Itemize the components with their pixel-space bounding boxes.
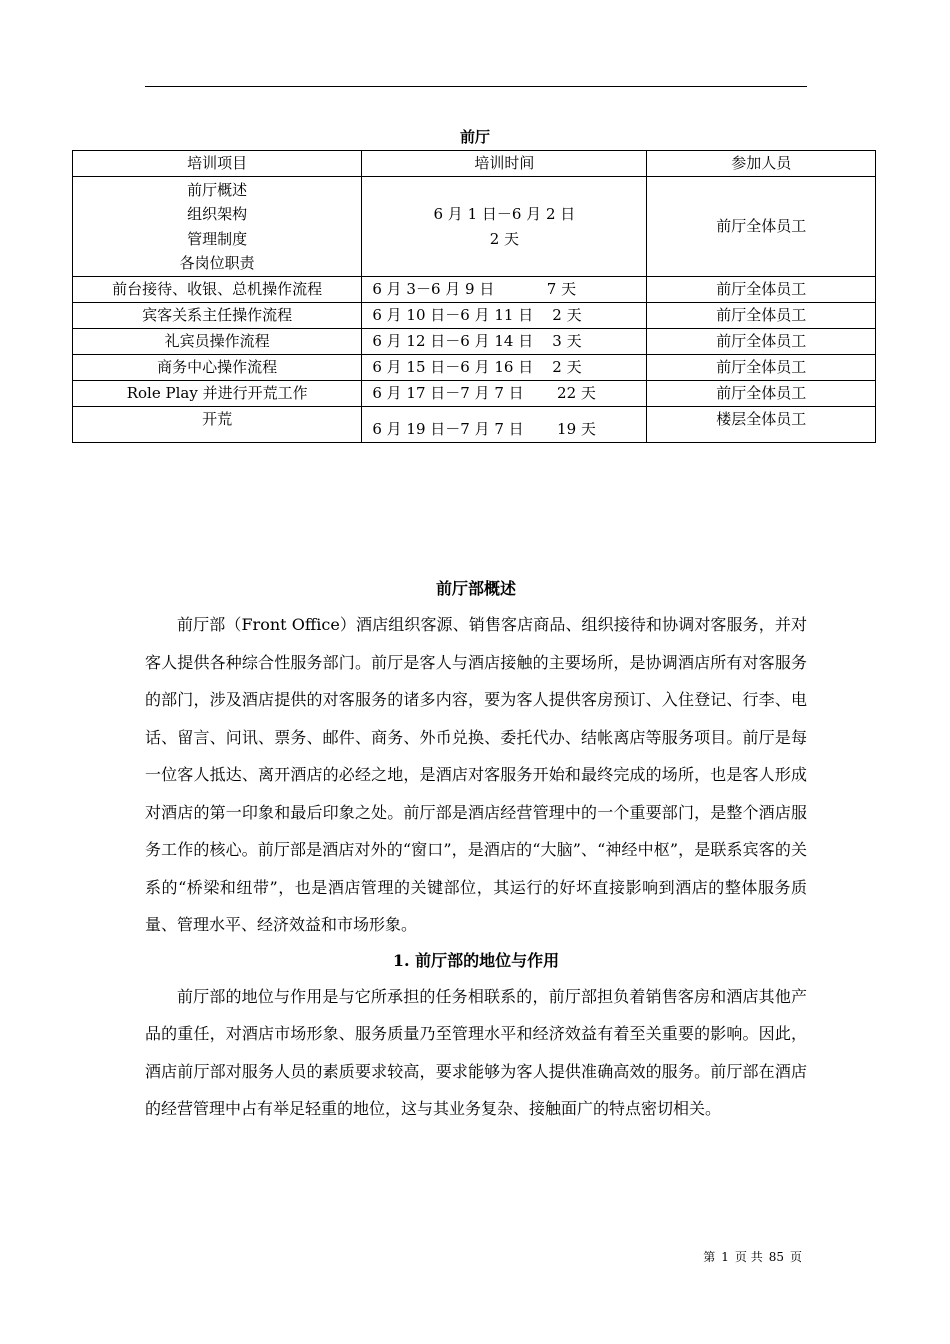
training-time-cell: 6 月 15 日－6 月 16 日 2 天 [362, 355, 647, 381]
training-time-cell: 6 月 3－6 月 9 日 7 天 [362, 277, 647, 303]
table-title: 前厅 [459, 128, 490, 146]
training-item-cell: 前台接待、收银、总机操作流程 [73, 277, 362, 303]
body-paragraph: 前厅部（Front Office）酒店组织客源、销售客店商品、组织接待和协调对客服务，并对客人提供各种综合性服务部门。前厅是客人与酒店接触的主要场所，是协调酒店所有对客服务的部门，涉及酒店提供的对客服务的诸多内容，要为客人提供客房预订、入住登记、行李、电话、留言、问讯、票务、邮件、商务、外币兑换、委托代办、结帐离店等服务项目。前厅是每一位客人抵达、离开酒店的必经之地，是酒店对客服务开始和最终完成的场所，也是客人形成对酒店的第一印象和最后印象之处。前厅部是酒店经营管理中的一个重要部门，是整个酒店服务工作的核心。前厅部是酒店对外的“窗口”，是酒店的“大脑”、“神经中枢”，是联系宾客的关系的“桥梁和纽带”，也是酒店管理的关键部位，其运行的好坏直接影响到酒店的整体服务质量、管理水平、经济效益和市场形象。 [145, 615, 807, 934]
participants-cell: 楼层全体员工 [647, 407, 876, 443]
section-heading: 前厅部概述 [435, 579, 516, 598]
total-pages: 85 [768, 1250, 784, 1264]
training-item-cell: 宾客关系主任操作流程 [73, 303, 362, 329]
training-item-cell: 商务中心操作流程 [73, 355, 362, 381]
page-number: 1 [721, 1250, 729, 1264]
table-row [73, 355, 876, 381]
training-duration: 2 天 [489, 229, 520, 248]
training-item-cell [73, 177, 362, 277]
table-row [73, 277, 876, 303]
training-time-cell: 6 月 12 日－6 月 14 日 3 天 [362, 329, 647, 355]
table-row [73, 303, 876, 329]
training-time-cell: 6 月 19 日－7 月 7 日 19 天 [362, 407, 647, 443]
participants-cell: 前厅全体员工 [647, 177, 876, 277]
training-time-cell [362, 177, 647, 277]
training-item-line: 前厅概述 [187, 180, 248, 199]
training-item-line: 各岗位职责 [179, 254, 255, 272]
participants-cell: 前厅全体员工 [647, 381, 876, 407]
table-row [73, 407, 876, 443]
participants-cell: 前厅全体员工 [647, 277, 876, 303]
header-training-item: 培训项目 [73, 151, 362, 177]
table-row [73, 329, 876, 355]
footer-prefix: 第 [703, 1250, 716, 1264]
training-time-cell: 6 月 10 日－6 月 11 日 2 天 [362, 303, 647, 329]
training-item-cell: Role Play 并进行开荒工作 [73, 381, 362, 407]
participants-cell: 前厅全体员工 [647, 329, 876, 355]
training-time-cell: 6 月 17 日－7 月 7 日 22 天 [362, 381, 647, 407]
header-participants: 参加人员 [647, 151, 876, 177]
training-schedule-table [72, 150, 876, 443]
table-row [73, 381, 876, 407]
training-item-line: 管理制度 [187, 229, 248, 248]
participants-cell: 前厅全体员工 [647, 303, 876, 329]
footer-mid: 页 共 [734, 1250, 763, 1264]
training-item-cell: 开荒 [73, 407, 362, 443]
table-row [73, 177, 876, 277]
training-time-line: 6 月 1 日－6 月 2 日 [433, 205, 576, 223]
participants-cell: 前厅全体员工 [647, 355, 876, 381]
training-item-cell: 礼宾员操作流程 [73, 329, 362, 355]
footer-suffix: 页 [789, 1250, 802, 1264]
header-training-time: 培训时间 [362, 151, 647, 177]
header-rule [145, 86, 807, 87]
subsection-heading: 1. 前厅部的地位与作用 [392, 950, 560, 970]
training-item-line: 组织架构 [187, 205, 248, 223]
body-paragraph: 前厅部的地位与作用是与它所承担的任务相联系的，前厅部担负着销售客房和酒店其他产品的重任，对酒店市场形象、服务质量乃至管理水平和经济效益有着至关重要的影响。因此，酒店前厅部对服务人员的素质要求较高，要求能够为客人提供准确高效的服务。前厅部在酒店的经营管理中占有举足轻重的地位，这与其业务复杂、接触面广的特点密切相关。 [145, 986, 807, 1118]
page-footer [700, 1248, 805, 1265]
document-body [145, 572, 807, 1128]
table-header-row [73, 151, 876, 177]
